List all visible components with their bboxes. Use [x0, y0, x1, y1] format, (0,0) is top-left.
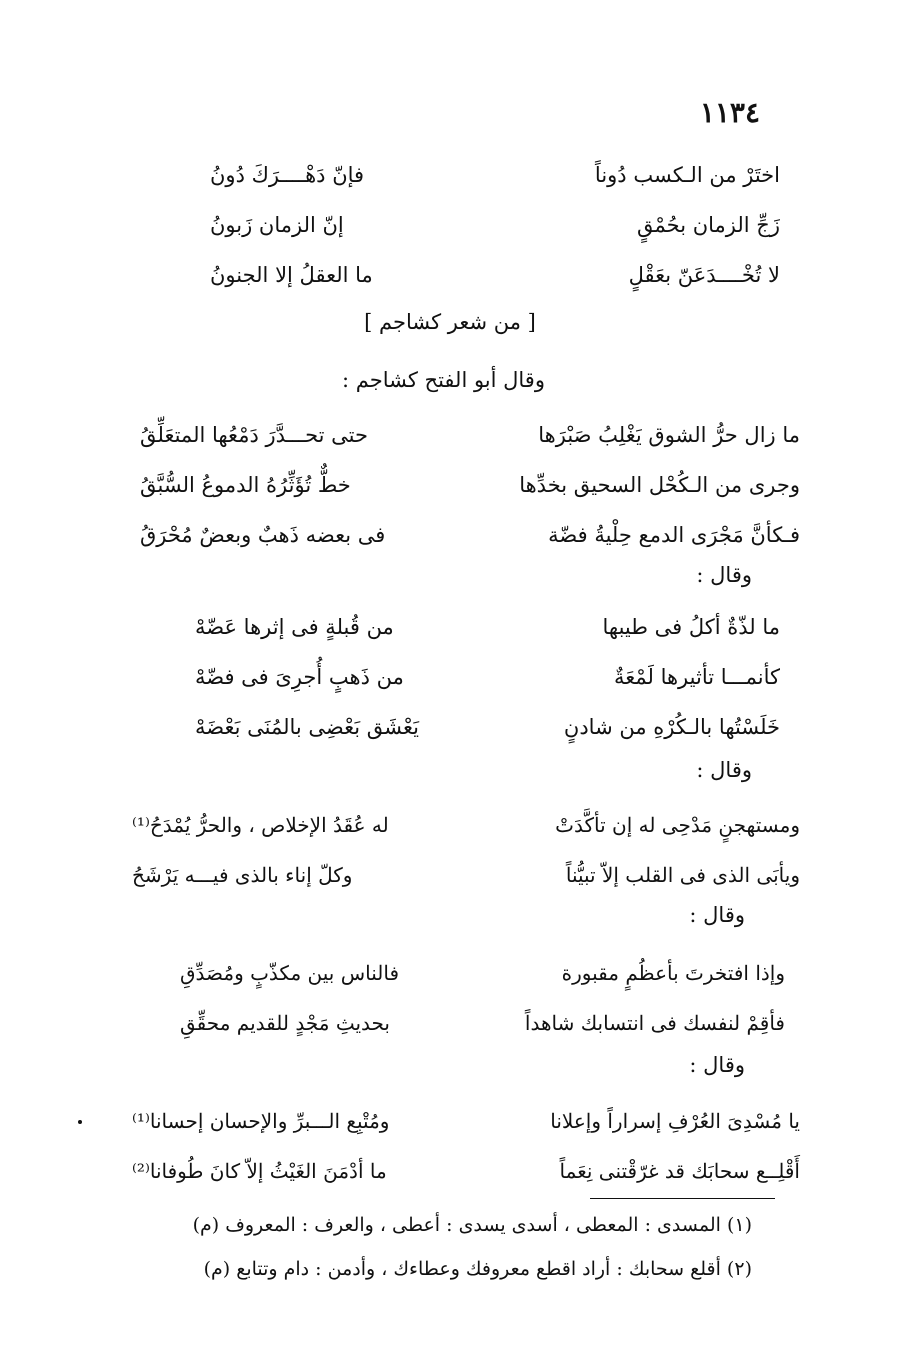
verse-line — [110, 1096, 800, 1146]
poem-intro: وقال : — [696, 758, 752, 782]
first-hemistich: زَجِّ الزمان بحُمْقٍ — [637, 213, 780, 237]
verse-line — [110, 150, 800, 200]
second-hemistich: وكلّ إناء بالذى فيـــه يَرْشَحُ — [132, 863, 353, 887]
verse-line — [110, 702, 800, 752]
second-hemistich: فالناس بين مكذّبٍ ومُصَدِّقِ — [180, 961, 400, 985]
footnote-divider — [590, 1198, 775, 1199]
second-hemistich: من ذَهبٍ أُجرِىَ فى فضّهْ — [195, 665, 404, 689]
first-hemistich: ومستهجنٍ مَدْحِى له إن تأكَّدَتْ — [555, 813, 800, 837]
first-hemistich: ما لذّةٌ أكلُ فى طيبها — [602, 615, 780, 639]
first-hemistich: فـكأنَّ مَجْرَى الدمع حِلْيةُ فضّة — [548, 523, 800, 547]
second-hemistich: خطٌّ تُؤَثِّرُهُ الدموعُ السُّبَّقُ — [140, 473, 351, 497]
first-hemistich: خَلَسْتُها بالـكُرْهِ من شادنٍ — [563, 715, 780, 739]
second-hemistich: فإنّ دَهْــــرَكَ دُونُ — [210, 163, 365, 187]
verse-line — [110, 460, 800, 510]
page-number: ١١٣٤ — [699, 96, 760, 129]
first-hemistich: اختَرْ من الـكسب دُوناً — [594, 163, 780, 187]
verse-line — [110, 998, 800, 1048]
poem-intro: وقال : — [696, 563, 752, 587]
second-hemistich: من قُبلةٍ فى إثرها عَضّهْ — [195, 615, 394, 639]
second-hemistich: ما العقلُ إلا الجنونُ — [210, 263, 373, 287]
poem — [110, 800, 800, 900]
first-hemistich: يا مُسْدِىَ العُرْفِ إسراراً وإعلانا — [550, 1109, 800, 1133]
poem — [110, 1096, 800, 1196]
second-hemistich: فى بعضه ذَهبٌ وبعضٌ مُحْرَقُ — [140, 523, 386, 547]
opening-poem — [110, 150, 800, 300]
second-hemistich: بحديثِ مَجْدٍ للقديم محقِّقِ — [180, 1011, 390, 1035]
verse-line — [110, 410, 800, 460]
poem-intro: وقال أبو الفتح كشاجم : — [342, 368, 545, 392]
second-hemistich: له عُقَدُ الإخلاص ، والحرُّ يُمْدَحُ⁽¹⁾ — [132, 813, 389, 837]
margin-mark — [78, 1120, 82, 1124]
poem — [110, 948, 800, 1048]
second-hemistich: يَعْشَق بَعْضِى بالمُنَى بَعْضَهْ — [195, 715, 420, 739]
second-hemistich: إنّ الزمان زَبونُ — [210, 213, 344, 237]
poem — [110, 602, 800, 752]
second-hemistich: ما أدْمَنَ الغَيْثُ إلاّ كانَ طُوفانا⁽²⁾ — [132, 1159, 387, 1183]
verse-line — [110, 510, 800, 560]
verse-line — [110, 948, 800, 998]
first-hemistich: ويأبَى الذى فى القلب إلاّ تبيُّناً — [565, 863, 800, 887]
poem — [110, 410, 800, 560]
footnote: (٢) أقلع سحابك : أراد اقطع معروفك وعطاءك ، وأدمن : دام وتتابع (م) — [203, 1258, 752, 1280]
section-title: [ من شعر كشاجم ] — [364, 310, 536, 334]
verse-line — [110, 850, 800, 900]
first-hemistich: لا تُخْــــدَعَنّ بعَقْلٍ — [628, 263, 780, 287]
first-hemistich: وجرى من الـكُحْل السحيق بخدِّها — [519, 473, 800, 497]
verse-line — [110, 602, 800, 652]
second-hemistich: ومُتْبِع الـــبرِّ والإحسان إحسانا⁽¹⁾ — [132, 1109, 390, 1133]
footnote: (١) المسدى : المعطى ، أسدى يسدى : أعطى ، والعرف : المعروف (م) — [192, 1214, 752, 1236]
first-hemistich: ما زال حرُّ الشوق يَغْلِبُ صَبْرَها — [538, 423, 800, 447]
poem-intro: وقال : — [689, 1053, 745, 1077]
first-hemistich: وإذا افتخرتَ بأعظُمٍ مقبورة — [561, 961, 785, 985]
second-hemistich: حتى تحـــدَّرَ دَمْعُها المتعَلِّقُ — [140, 423, 368, 447]
first-hemistich: أَقْلِــع سحابَك قد غرّقْتنى نِعَماً — [559, 1159, 800, 1183]
first-hemistich: فأقِمْ لنفسك فى انتسابك شاهداً — [524, 1011, 785, 1035]
verse-line — [110, 652, 800, 702]
poem-intro: وقال : — [689, 903, 745, 927]
verse-line — [110, 1146, 800, 1196]
verse-line — [110, 800, 800, 850]
verse-line — [110, 200, 800, 250]
first-hemistich: كأنمـــا تأثيرها لَمْعَةٌ — [613, 665, 780, 689]
verse-line — [110, 250, 800, 300]
